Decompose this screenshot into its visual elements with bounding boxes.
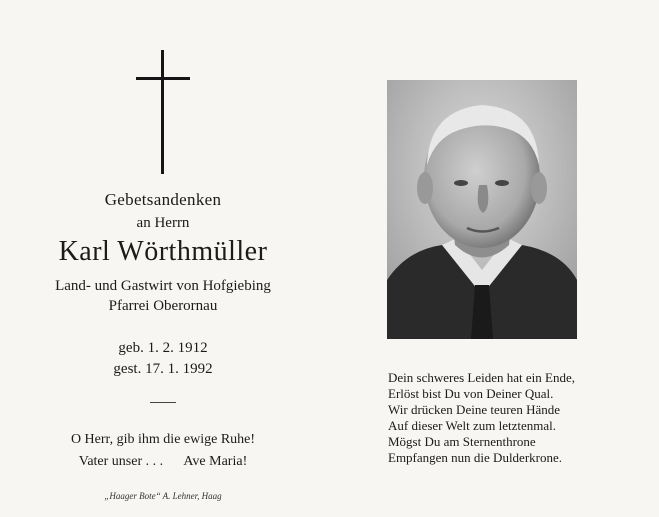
poem-line: Auf dieser Welt zum letztenmal. xyxy=(388,418,557,433)
separator-line xyxy=(150,402,176,403)
poem-line: Erlöst bist Du von Deiner Qual. xyxy=(388,386,554,401)
memorial-poem xyxy=(388,370,628,466)
card-heading: Gebetsandenken xyxy=(104,190,222,209)
parish: Pfarrei Oberornau xyxy=(108,298,218,314)
birth-date: geb. 1. 2. 1912 xyxy=(118,340,208,356)
death-date: gest. 17. 1. 1992 xyxy=(113,361,213,377)
poem-line: Wir drücken Deine teuren Hände xyxy=(388,402,561,417)
occupation: Land- und Gastwirt von Hofgiebing xyxy=(55,278,271,294)
salutation: an Herrn xyxy=(136,215,190,231)
prayer-line-2: Vater unser . . . Ave Maria! xyxy=(78,454,248,469)
poem-line: Empfangen nun die Dulderkrone. xyxy=(388,450,563,465)
portrait-photo xyxy=(387,80,577,339)
poem-line: Mögst Du am Sternenthrone xyxy=(388,434,536,449)
poem-line: Dein schweres Leiden hat ein Ende, xyxy=(388,370,575,385)
deceased-name: Karl Wörthmüller xyxy=(58,236,268,267)
cross-icon xyxy=(136,50,190,174)
printer-credit: „Haager Bote“ A. Lehner, Haag xyxy=(104,491,222,501)
prayer-line-1: O Herr, gib ihm die ewige Ruhe! xyxy=(70,432,256,447)
